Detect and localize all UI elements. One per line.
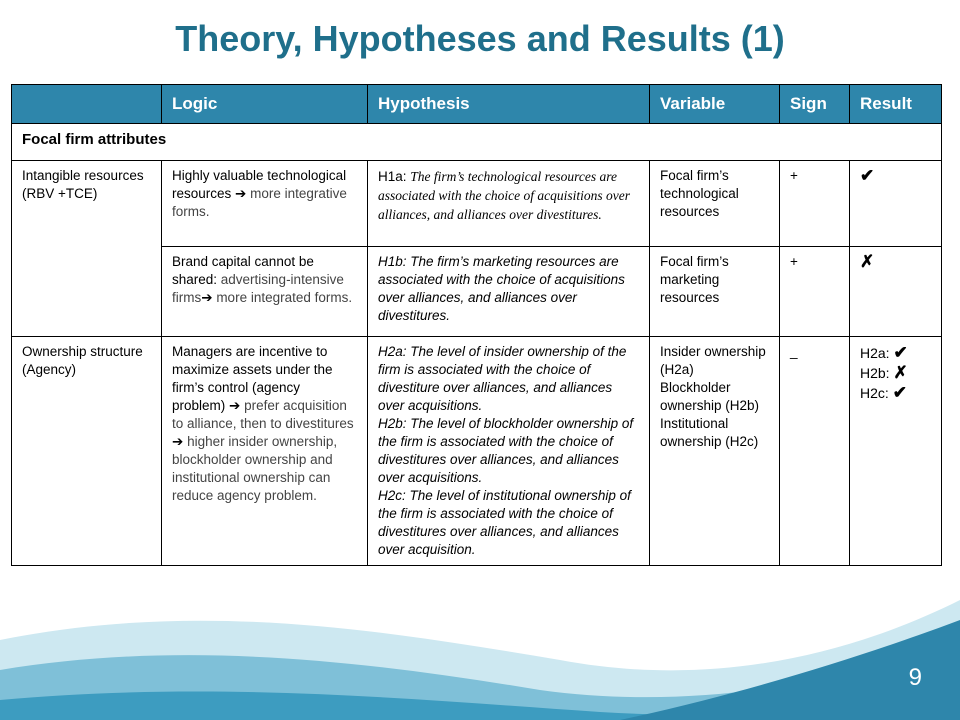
logic-text-secondary: prefer acquisition to alliance, then to divestitures: [172, 398, 354, 431]
sign-cell: +: [780, 161, 850, 247]
header-hypothesis: Hypothesis: [368, 85, 650, 124]
section-label: Focal firm attributes: [12, 124, 942, 161]
header-sign: Sign: [780, 85, 850, 124]
arrow-icon: ➔: [172, 434, 184, 449]
logic-text-secondary: advertising-intensive firms: [172, 272, 344, 305]
hypothesis-text: The firm’s technological resources are associated with the choice of acquisitions over alliances, and alliances over divestitures.: [378, 169, 630, 222]
hypothesis-h2b: H2b: The level of blockholder ownership of the firm is associated with the choice of divestitures over alliances, and alliances over acquisitions.: [378, 416, 634, 485]
variable-cell: [650, 337, 780, 566]
result-label: H2a:: [860, 345, 894, 361]
result-h2a: [860, 343, 931, 363]
hypothesis-cell: H1b: The firm’s marketing resources are associated with the choice of acquisitions over alliances, and alliances over divestitures.: [368, 247, 650, 337]
sign-cell: _: [780, 337, 850, 566]
check-icon: ✔: [860, 166, 875, 185]
section-row: [12, 124, 942, 161]
variable-h2b: Blockholder ownership (H2b): [660, 380, 760, 413]
hypothesis-prefix: H1a:: [378, 169, 411, 184]
table-row: [12, 337, 942, 566]
variable-h2a: Insider ownership (H2a): [660, 344, 766, 377]
hypothesis-cell: [368, 337, 650, 566]
category-cell: Ownership structure (Agency): [12, 337, 162, 566]
header-variable: Variable: [650, 85, 780, 124]
logic-text-secondary: more integrative forms.: [172, 186, 347, 219]
variable-cell: Focal firm’s technological resources: [650, 161, 780, 247]
logic-cell: [162, 247, 368, 337]
page-number: 9: [908, 664, 922, 691]
header-result: Result: [850, 85, 942, 124]
table-row: [12, 161, 942, 247]
variable-cell: Focal firm’s marketing resources: [650, 247, 780, 337]
cross-icon: ✗: [893, 363, 908, 382]
result-cell: [850, 337, 942, 566]
header-logic: Logic: [162, 85, 368, 124]
variable-h2c: Institutional ownership (H2c): [660, 416, 759, 449]
result-h2b: [860, 363, 931, 383]
slide-title: Theory, Hypotheses and Results (1): [175, 18, 785, 59]
result-cell: [850, 161, 942, 247]
result-label: H2c:: [860, 385, 893, 401]
logic-cell: [162, 161, 368, 247]
logic-text: Highly valuable technological resources: [172, 168, 347, 201]
hypothesis-h2a: H2a: The level of insider ownership of the firm is associated with the choice of divestiture over alliances, and alliances over acquisitions.: [378, 344, 627, 413]
arrow-icon: ➔: [201, 290, 213, 305]
hypothesis-h2c: H2c: The level of institutional ownership of the firm is associated with the choice of divestitures over alliances, and alliances over acquisition.: [378, 488, 631, 557]
result-h2c: [860, 383, 931, 403]
logic-cell: [162, 337, 368, 566]
arrow-icon: ➔: [229, 398, 241, 413]
cross-icon: ✗: [860, 252, 875, 271]
results-table: [11, 84, 942, 566]
table-header-row: [12, 85, 942, 124]
check-icon: ✔: [892, 383, 907, 402]
check-icon: ✔: [893, 343, 908, 362]
logic-text-secondary: higher insider ownership, blockholder ownership and institutional ownership can reduce agency problem.: [172, 434, 338, 503]
result-cell: [850, 247, 942, 337]
result-label: H2b:: [860, 365, 894, 381]
sign-cell: +: [780, 247, 850, 337]
logic-text: Managers are incentive to maximize assets under the firm’s control (agency problem): [172, 344, 333, 413]
arrow-icon: ➔: [235, 186, 247, 201]
logic-text: Brand capital cannot be shared:: [172, 254, 314, 287]
header-blank: [12, 85, 162, 124]
logic-text-secondary: more integrated forms.: [212, 290, 353, 305]
hypothesis-cell: [368, 161, 650, 247]
category-cell: Intangible resources (RBV +TCE): [12, 161, 162, 337]
